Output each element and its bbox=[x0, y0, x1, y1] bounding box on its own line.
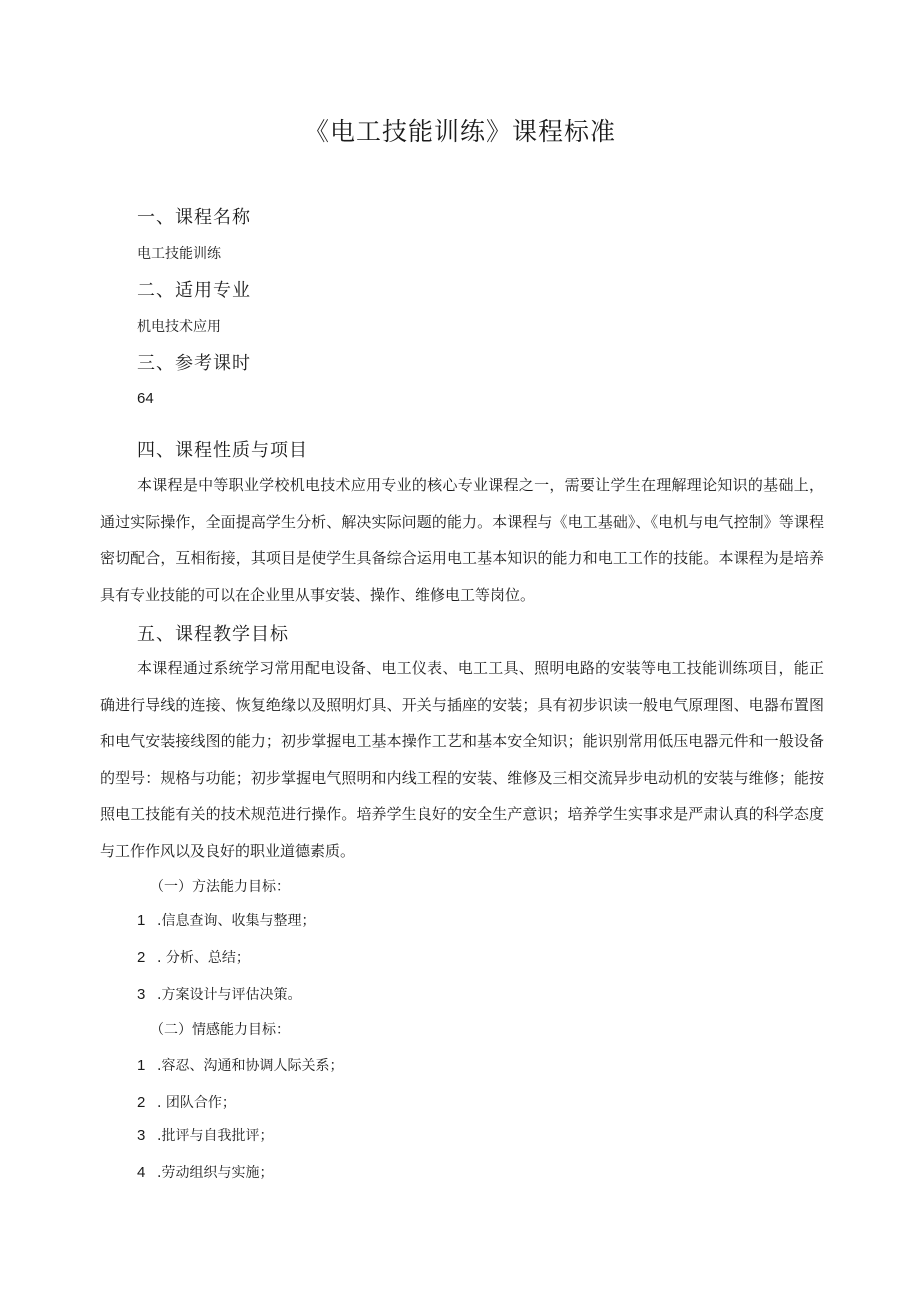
list-item: 1 .信息查询、收集与整理； bbox=[137, 912, 316, 929]
course-name-value: 电工技能训练 bbox=[137, 246, 221, 262]
list-item: 4 .劳动组织与实施； bbox=[137, 1164, 274, 1181]
heading-course-name: 一、课程名称 bbox=[137, 207, 251, 228]
reference-hours-value: 64 bbox=[137, 390, 154, 407]
heading-reference-hours: 三、参考课时 bbox=[137, 353, 251, 374]
method-goals-heading: （一）方法能力目标： bbox=[150, 879, 290, 895]
heading-teaching-goals: 五、课程教学目标 bbox=[137, 624, 289, 645]
list-item: 3 .方案设计与评估决策。 bbox=[137, 986, 302, 1003]
list-item: 2 . 分析、总结； bbox=[137, 949, 250, 966]
list-item: 1 .容忍、沟通和协调人际关系； bbox=[137, 1057, 344, 1074]
list-item: 2 . 团队合作； bbox=[137, 1094, 236, 1111]
heading-applicable-major: 二、适用专业 bbox=[137, 280, 251, 301]
course-nature-paragraph: 本课程是中等职业学校机电技术应用专业的核心专业课程之一，需要让学生在理解理论知识的基础上，通过实际操作，全面提高学生分析、解决实际问题的能力。本课程与《电工基础》、《电机与电气控制》等课程密切配合，互相衔接，其项目是使学生具备综合运用电工基本知识的能力和电工工作的技能。本课程为是培养具有专业技能的可以在企业里从事安装、操作、维修电工等岗位。 bbox=[100, 476, 824, 604]
emotion-goals-heading: （二）情感能力目标： bbox=[150, 1022, 290, 1038]
teaching-goals-paragraph: 本课程通过系统学习常用配电设备、电工仪表、电工工具、照明电路的安装等电工技能训练项目，能正确进行导线的连接、恢复绝缘以及照明灯具、开关与插座的安装；具有初步识读一般电气原理图、电器布置图和电气安装接线图的能力；初步掌握电工基本操作工艺和基本安全知识；能识别常用低压电器元件和一般设备的型号：规格与功能；初步掌握电气照明和内线工程的安装、维修及三相交流异步电动机的安装与维修；能按照电工技能有关的技术规范进行操作。培养学生良好的安全生产意识；培养学生实事求是严肃认真的科学态度与工作作风以及良好的职业道德素质。 bbox=[100, 659, 824, 860]
list-item: 3 .批评与自我批评； bbox=[137, 1127, 274, 1144]
applicable-major-value: 机电技术应用 bbox=[137, 319, 221, 335]
document-title: 《电工技能训练》课程标准 bbox=[303, 117, 616, 146]
heading-course-nature: 四、课程性质与项目 bbox=[137, 440, 308, 461]
